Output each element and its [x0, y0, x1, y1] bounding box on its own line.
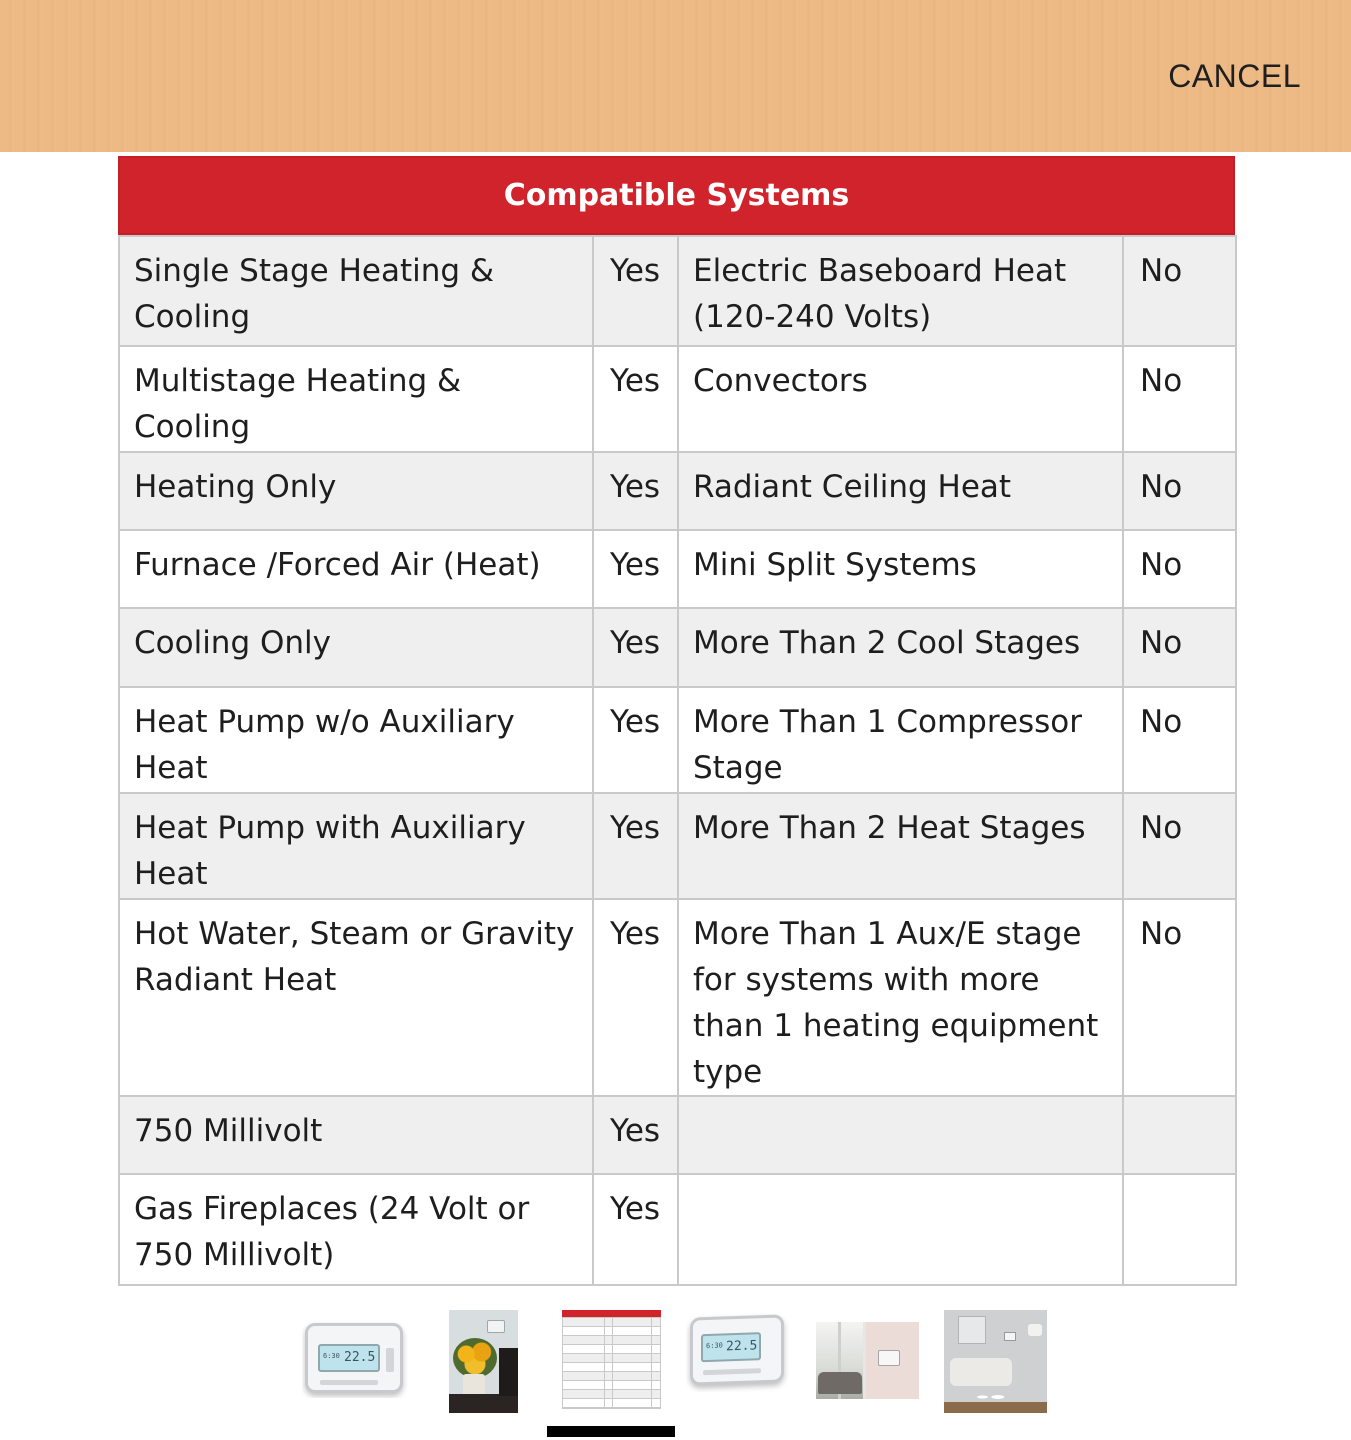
compat-answer	[1123, 1174, 1236, 1285]
system-name: Hot Water, Steam or Gravity Radiant Heat	[119, 899, 593, 1096]
system-name: Mini Split Systems	[678, 530, 1123, 608]
table-row	[119, 1096, 1236, 1174]
table-row	[119, 687, 1236, 793]
compat-answer: Yes	[593, 452, 678, 530]
screen-time: 6:30	[323, 1352, 340, 1360]
wall-thermostat-icon	[1004, 1332, 1016, 1341]
compat-answer: Yes	[593, 608, 678, 687]
thermostat-screen	[701, 1332, 761, 1362]
mini-table-body	[562, 1317, 661, 1409]
compat-answer: Yes	[593, 687, 678, 793]
selected-thumbnail-indicator	[547, 1426, 675, 1437]
compat-answer: No	[1123, 452, 1236, 530]
thumbnail-thermostat-front[interactable]	[302, 1320, 408, 1398]
system-name: More Than 1 Aux/E stage for systems with more than 1 heating equipment type	[678, 899, 1123, 1096]
system-name: Electric Baseboard Heat (120-240 Volts)	[678, 236, 1123, 346]
compat-answer: Yes	[593, 899, 678, 1096]
compat-answer: No	[1123, 608, 1236, 687]
thumbnail-window-room[interactable]	[816, 1322, 919, 1399]
compat-answer: No	[1123, 236, 1236, 346]
wall-thermostat-icon	[878, 1350, 900, 1366]
system-name: Convectors	[678, 346, 1123, 452]
thumbnail-thermostat-angle[interactable]	[686, 1312, 790, 1392]
armchair	[818, 1372, 862, 1394]
system-name: More Than 2 Cool Stages	[678, 608, 1123, 687]
table-row	[119, 1174, 1236, 1285]
screen-time: 6:30	[706, 1341, 723, 1351]
compatible-systems-image	[118, 156, 1235, 1286]
table-title: Compatible Systems	[118, 156, 1235, 235]
table-row	[119, 452, 1236, 530]
compatible-systems-table	[118, 235, 1237, 1286]
thermostat-screen	[318, 1344, 380, 1372]
system-name: Furnace /Forced Air (Heat)	[119, 530, 593, 608]
thermostat-side-buttons	[386, 1348, 394, 1372]
flower-bouquet	[453, 1338, 497, 1378]
system-name: Heat Pump w/o Auxiliary Heat	[119, 687, 593, 793]
system-name: Gas Fireplaces (24 Volt or 750 Millivolt)	[119, 1174, 593, 1285]
mini-table-header	[562, 1310, 661, 1317]
compat-answer: Yes	[593, 530, 678, 608]
compat-answer: Yes	[593, 1174, 678, 1285]
screen-temperature: 22.5	[344, 1350, 376, 1365]
table-row	[119, 346, 1236, 452]
compat-answer: Yes	[593, 793, 678, 899]
wood-floor	[944, 1402, 1047, 1413]
system-name: Heating Only	[119, 452, 593, 530]
table-row	[119, 608, 1236, 687]
system-name: More Than 1 Compressor Stage	[678, 687, 1123, 793]
system-name: Cooling Only	[119, 608, 593, 687]
system-name: Single Stage Heating & Cooling	[119, 236, 593, 346]
side-table	[449, 1394, 518, 1413]
wall-thermostat-icon	[487, 1320, 505, 1333]
flower-vase	[463, 1374, 485, 1396]
compat-answer: No	[1123, 687, 1236, 793]
table-row	[119, 793, 1236, 899]
thermostat-buttons	[703, 1368, 761, 1375]
sofa	[950, 1358, 1012, 1386]
thumbnail-compatible-systems[interactable]	[560, 1308, 663, 1412]
system-name: 750 Millivolt	[119, 1096, 593, 1174]
top-bar	[0, 0, 1351, 152]
thumbnail-strip	[0, 1300, 1351, 1440]
thumbnail-living-room[interactable]	[944, 1310, 1047, 1413]
system-name	[678, 1174, 1123, 1285]
system-name: Radiant Ceiling Heat	[678, 452, 1123, 530]
system-name: More Than 2 Heat Stages	[678, 793, 1123, 899]
thermostat-buttons	[320, 1380, 378, 1385]
system-name: Multistage Heating & Cooling	[119, 346, 593, 452]
table-row	[119, 530, 1236, 608]
compat-answer	[1123, 1096, 1236, 1174]
table-row	[119, 899, 1236, 1096]
black-object	[499, 1348, 518, 1396]
thermostat-image	[690, 1314, 784, 1385]
floor-lamp	[1028, 1324, 1042, 1336]
compat-answer: No	[1123, 346, 1236, 452]
thumbnail-flowers-room[interactable]	[449, 1310, 518, 1413]
table-row	[119, 236, 1236, 346]
screen-temperature: 22.5	[726, 1338, 758, 1355]
compat-answer: Yes	[593, 346, 678, 452]
cancel-button[interactable]: CANCEL	[1168, 58, 1301, 94]
compat-answer: Yes	[593, 236, 678, 346]
thermostat-image	[305, 1323, 403, 1393]
compat-answer: No	[1123, 530, 1236, 608]
compat-answer: No	[1123, 793, 1236, 899]
compat-answer: No	[1123, 899, 1236, 1096]
compat-answer: Yes	[593, 1096, 678, 1174]
system-name	[678, 1096, 1123, 1174]
wall-art	[958, 1316, 986, 1344]
system-name: Heat Pump with Auxiliary Heat	[119, 793, 593, 899]
